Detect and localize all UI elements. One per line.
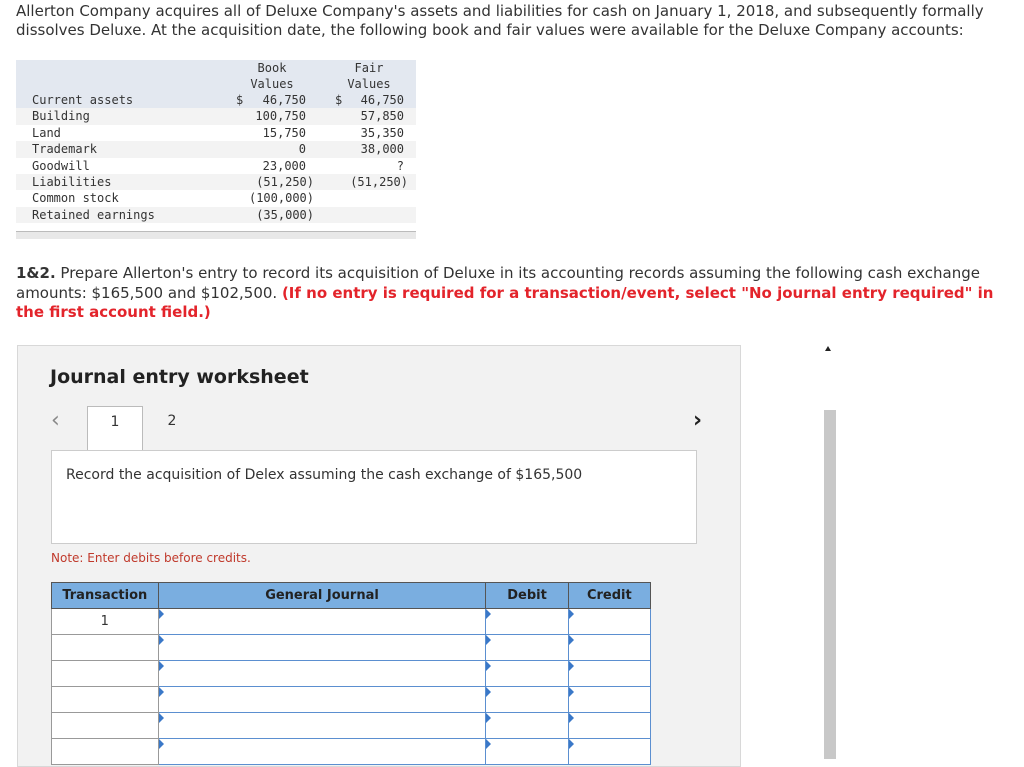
credit-input[interactable] <box>568 739 650 765</box>
tab-2[interactable]: 2 <box>167 413 177 429</box>
book-value: 100,750 <box>255 109 306 124</box>
scrollbar-thumb[interactable] <box>824 410 836 759</box>
general-journal-input[interactable] <box>158 609 486 635</box>
chevron-left-icon[interactable]: ‹ <box>51 408 60 433</box>
account-row <box>16 207 416 223</box>
general-journal-input[interactable] <box>158 739 486 765</box>
book-value: (35,000) <box>256 207 314 222</box>
col-credit: Credit <box>568 583 650 609</box>
journal-grid <box>51 582 651 765</box>
account-row <box>16 108 416 124</box>
table-row <box>52 739 651 765</box>
table-row <box>52 661 651 687</box>
debit-input[interactable] <box>486 635 568 661</box>
table-row <box>52 609 651 635</box>
table-bottom-border <box>16 231 416 239</box>
credit-input[interactable] <box>568 661 650 687</box>
credit-input[interactable] <box>568 609 650 635</box>
transaction-cell <box>52 687 159 713</box>
intro-text: Allerton Company acquires all of Deluxe Company's assets and liabilities for cash on January 1, 2018, and subsequently formally dissolves Deluxe. At the acquisition date, the following book and fair values were available for the Deluxe Company accounts: <box>16 2 984 39</box>
accounts-table <box>16 60 416 238</box>
account-name: Land <box>32 125 61 140</box>
entry-description: Record the acquisition of Delex assuming the cash exchange of $165,500 <box>66 467 583 483</box>
account-name: Current assets <box>32 93 134 107</box>
transaction-cell <box>52 661 159 687</box>
scroll-up-arrow-icon[interactable] <box>825 346 831 351</box>
book-value: (51,250) <box>256 175 314 189</box>
book-values-header: Book Values <box>250 61 294 91</box>
fair-value: (51,250) <box>350 175 408 189</box>
account-name: Trademark <box>32 142 98 157</box>
account-row <box>16 174 416 190</box>
question-number: 1&2. <box>16 264 56 282</box>
transaction-cell <box>52 635 159 661</box>
book-value: 15,750 <box>262 125 306 140</box>
debit-input[interactable] <box>486 687 568 713</box>
table-row <box>52 635 651 661</box>
question-prompt <box>16 264 1011 323</box>
account-name: Common stock <box>32 191 119 206</box>
journal-grid-body <box>52 609 651 765</box>
book-value: 23,000 <box>262 158 306 173</box>
book-value: 46,750 <box>262 93 306 107</box>
general-journal-input[interactable] <box>158 661 486 687</box>
fair-value: 46,750 <box>360 93 404 107</box>
debit-credit-note: Note: Enter debits before credits. <box>51 551 251 565</box>
transaction-cell: 1 <box>52 609 159 635</box>
credit-input[interactable] <box>568 635 650 661</box>
account-name: Liabilities <box>32 175 112 189</box>
account-name: Goodwill <box>32 158 90 173</box>
account-row <box>16 92 416 108</box>
account-row <box>16 158 416 174</box>
debit-input[interactable] <box>486 739 568 765</box>
col-debit: Debit <box>486 583 568 609</box>
general-journal-input[interactable] <box>158 713 486 739</box>
transaction-cell <box>52 739 159 765</box>
account-row <box>16 190 416 206</box>
account-row <box>16 141 416 157</box>
credit-input[interactable] <box>568 713 650 739</box>
table-row <box>52 713 651 739</box>
question-instruction: (If no entry is required for a transaction/event, select "No journal entry required" in the first account field.) <box>16 283 994 321</box>
account-name: Building <box>32 109 90 124</box>
fair-values-header: Fair Values <box>347 61 391 91</box>
account-row <box>16 125 416 141</box>
chevron-right-icon[interactable]: › <box>693 408 703 433</box>
question-text: Prepare Allerton's entry to record its acquisition of Deluxe in its accounting records assuming the following cash exchange amounts: $165,500 and $102,500. <box>16 264 980 302</box>
tab-1[interactable]: 1 <box>87 406 143 451</box>
debit-input[interactable] <box>486 609 568 635</box>
fair-value: ? <box>396 158 404 173</box>
table-row <box>52 687 651 713</box>
dollar-sign: $ <box>236 93 244 107</box>
debit-input[interactable] <box>486 713 568 739</box>
col-transaction: Transaction <box>52 583 159 609</box>
dollar-sign: $ <box>335 93 343 107</box>
fair-value: 38,000 <box>360 142 404 157</box>
book-value: (100,000) <box>248 191 314 206</box>
journal-entry-worksheet <box>17 345 741 767</box>
account-name: Retained earnings <box>32 207 155 222</box>
fair-value: 57,850 <box>360 109 404 124</box>
worksheet-title: Journal entry worksheet <box>50 366 309 388</box>
general-journal-input[interactable] <box>158 687 486 713</box>
credit-input[interactable] <box>568 687 650 713</box>
general-journal-input[interactable] <box>158 635 486 661</box>
fair-value: 35,350 <box>360 125 404 140</box>
col-general-journal: General Journal <box>158 583 486 609</box>
book-value: 0 <box>298 142 306 157</box>
transaction-cell <box>52 713 159 739</box>
debit-input[interactable] <box>486 661 568 687</box>
entry-description-box <box>51 450 697 544</box>
